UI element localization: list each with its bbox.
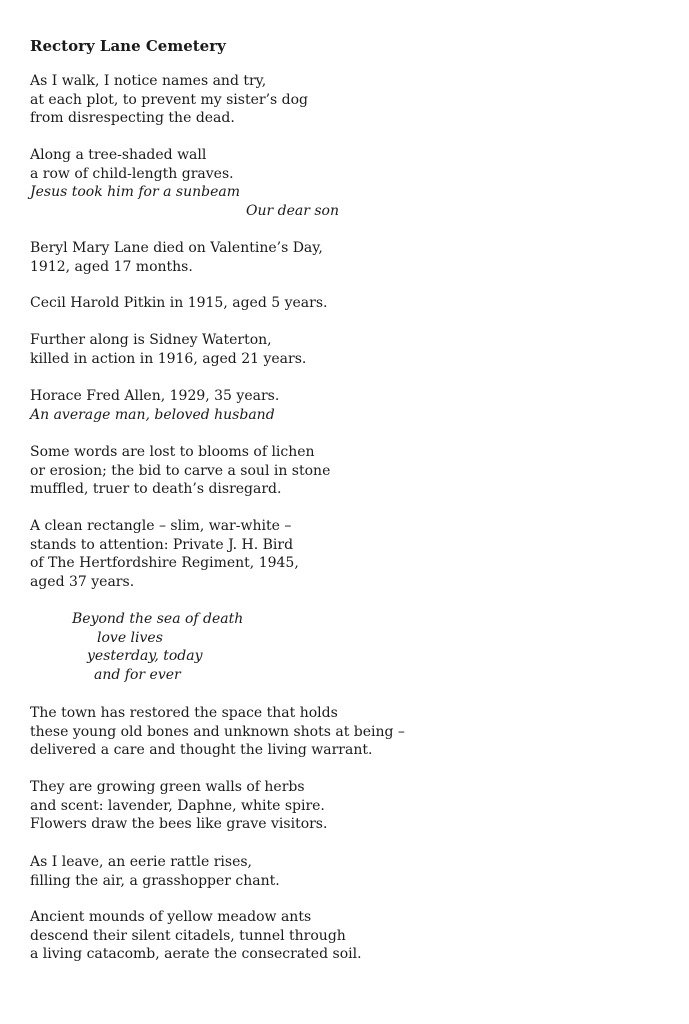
stanza-7	[30, 443, 330, 499]
poem-line: They are growing green walls of herbs	[30, 779, 305, 795]
stanza-1	[30, 72, 308, 128]
poem-line: or erosion; the bid to carve a soul in stone	[30, 462, 331, 479]
poem-line: As I leave, an eerie rattle rises,	[30, 854, 252, 870]
stanza-2	[30, 146, 339, 220]
epitaph-line: Beyond the sea of death	[72, 611, 244, 627]
epitaph-line: Jesus took him for a sunbeam	[30, 184, 241, 201]
stanza-6	[30, 387, 279, 424]
poem-line: A clean rectangle – slim, war-white –	[30, 518, 292, 534]
poem-line: The town has restored the space that holds	[30, 705, 338, 721]
stanza-5	[30, 331, 306, 368]
poem-line: a living catacomb, aerate the consecrated soil.	[30, 946, 362, 963]
stanza-3	[30, 239, 323, 276]
poem-line: 1912, aged 17 months.	[30, 258, 193, 275]
epitaph-inscription	[30, 610, 243, 684]
poem-line: at each plot, to prevent my sister’s dog	[30, 91, 309, 108]
poem-line: from disrespecting the dead.	[30, 110, 235, 127]
epitaph-line: yesterday, today	[87, 648, 203, 665]
epitaph-line: love lives	[97, 629, 163, 646]
poem-line: of The Hertfordshire Regiment, 1945,	[30, 555, 299, 572]
epitaph-line: An average man, beloved husband	[30, 406, 275, 423]
poem-line: Along a tree-shaded wall	[30, 147, 207, 163]
poem-line: muffled, truer to death’s disregard.	[30, 481, 282, 498]
epitaph-line: Our dear son	[246, 202, 340, 219]
stanza-4	[30, 294, 327, 313]
poem-line: and scent: lavender, Daphne, white spire.	[30, 797, 325, 814]
poem-line: As I walk, I notice names and try,	[30, 73, 267, 89]
poem-line: stands to attention: Private J. H. Bird	[30, 536, 294, 553]
stanza-8	[30, 517, 299, 591]
epitaph-line: and for ever	[94, 666, 181, 683]
poem-line: Cecil Harold Pitkin in 1915, aged 5 years.	[30, 295, 328, 311]
poem-line: killed in action in 1916, aged 21 years.	[30, 350, 307, 367]
poem-line: aged 37 years.	[30, 573, 135, 590]
stanza-11	[30, 778, 327, 834]
poem-line: a row of child-length graves.	[30, 165, 234, 182]
poem-line: Ancient mounds of yellow meadow ants	[30, 909, 312, 925]
poem-line: Further along is Sidney Waterton,	[30, 332, 272, 348]
poem-line: delivered a care and thought the living warrant.	[30, 742, 373, 759]
stanza-10	[30, 704, 405, 760]
poem-line: Horace Fred Allen, 1929, 35 years.	[30, 388, 280, 404]
poem-line: these young old bones and unknown shots at being –	[30, 723, 405, 740]
poem-title: Rectory Lane Cemetery	[30, 37, 226, 55]
stanza-13	[30, 908, 362, 964]
poem-line: filling the air, a grasshopper chant.	[30, 872, 280, 889]
poem-line: Beryl Mary Lane died on Valentine’s Day,	[30, 240, 323, 256]
stanza-12	[30, 853, 280, 890]
poem-line: Some words are lost to blooms of lichen	[30, 444, 315, 460]
poem-line: descend their silent citadels, tunnel through	[30, 927, 346, 944]
poem-line: Flowers draw the bees like grave visitors.	[30, 816, 328, 833]
